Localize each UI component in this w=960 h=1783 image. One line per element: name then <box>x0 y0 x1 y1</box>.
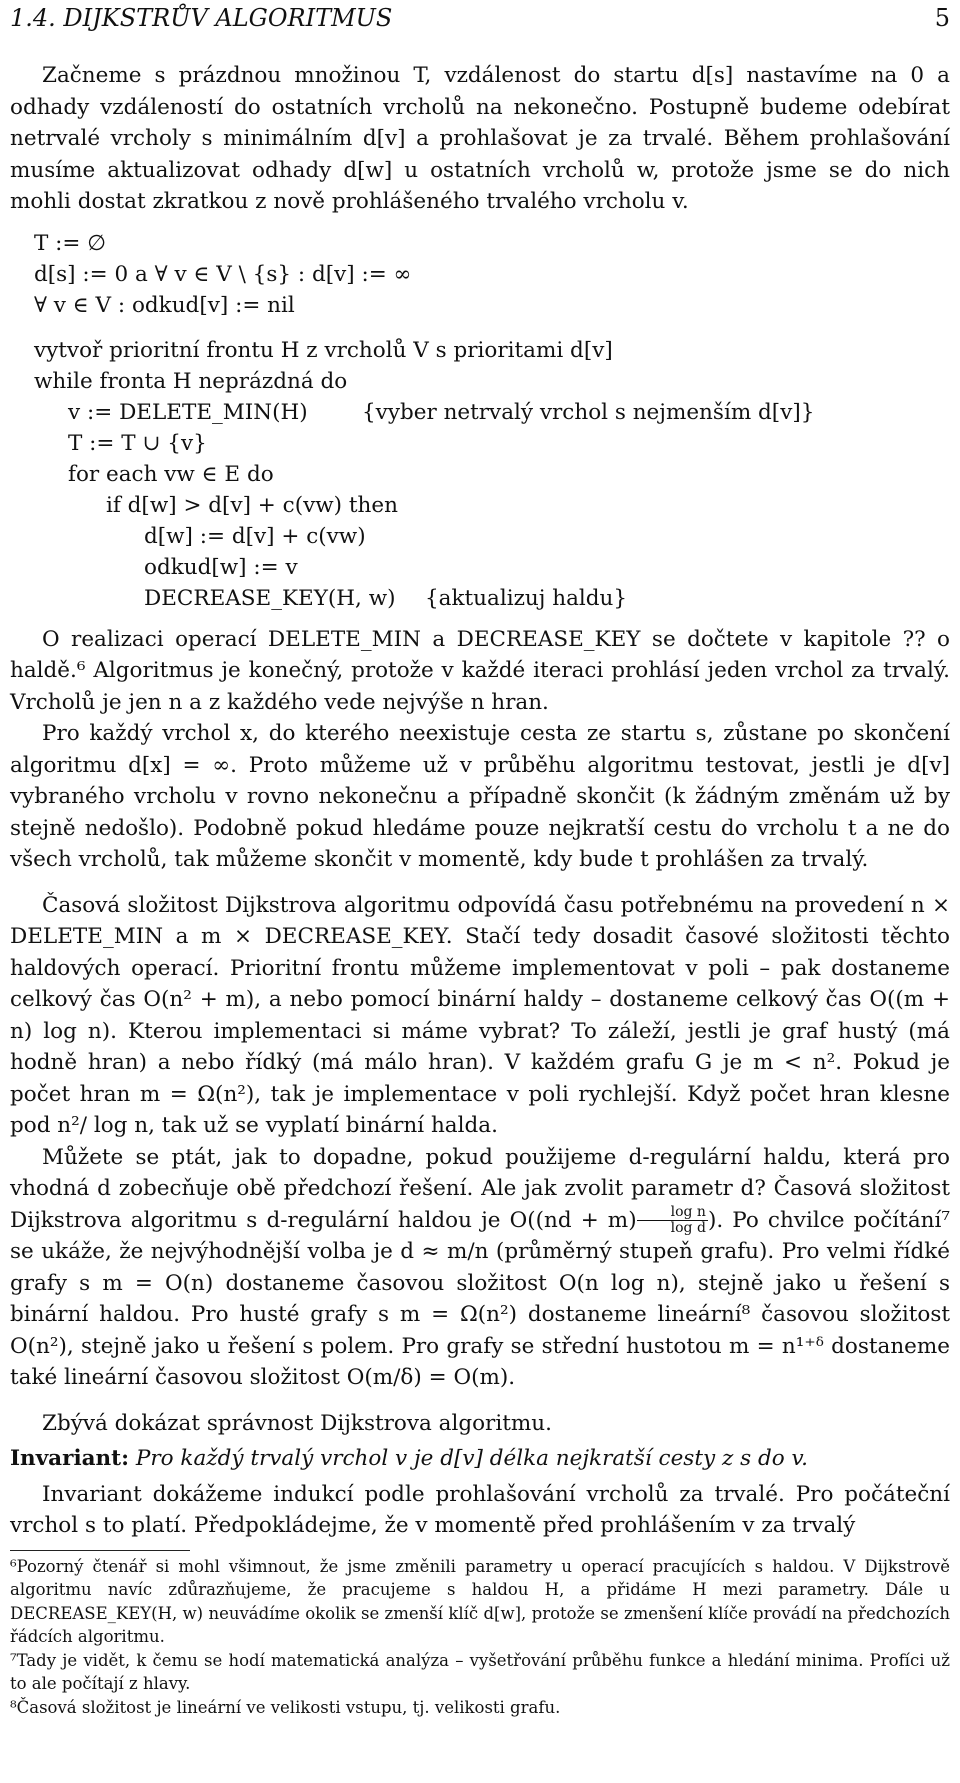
code-statement: DECREASE_KEY(H, w) <box>144 585 396 611</box>
paragraph-complexity: Časová složitost Dijkstrova algoritmu odpovídá času potřebnému na provedení n × DELETE_MIN a m × DECREASE_KEY. Stačí tedy dosadit časové složitosti těchto haldových operací. Prioritní frontu můžeme implementovat v poli – pak dostaneme celkový čas O(n² + m), a nebo pomocí binární haldy – dostaneme celkový čas O((m + n) log n). Kterou implementaci si máme vybrat? To záleží, jestli je graf hustý (má hodně hran) a nebo řídký (má málo hran). V každém grafu G je m < n². Pokud je počet hran m = Ω(n²), tak je implementace v poli rychlejší. Když počet hran klesne pod n²/ log n, tak už se vyplatí binární halda. <box>10 892 950 1138</box>
code-line <box>10 583 950 614</box>
paragraph-correctness: Zbývá dokázat správnost Dijkstrova algoritmu. <box>42 1410 552 1436</box>
paragraph-d-regular-heap <box>10 1142 950 1394</box>
footnote-8: ⁸Časová složitost je lineární ve velikosti vstupu, tj. velikosti grafu. <box>10 1697 561 1717</box>
page-number: 5 <box>934 4 950 32</box>
section-title: 1.4. DIJKSTRŮV ALGORITMUS <box>10 4 393 32</box>
invariant-statement <box>10 1443 950 1475</box>
code-line: ∀ v ∈ V : odkud[v] := nil <box>34 292 295 318</box>
footnote-7: ⁷Tady je vidět, k čemu se hodí matematická analýza – vyšetřování průběhu funkce a hledání minima. Profíci už to ale počítají z hlavy. <box>10 1650 950 1693</box>
paragraph-realization: O realizaci operací DELETE_MIN a DECREASE_KEY se dočtete v kapitole ?? o haldě.⁶ Algoritmus je konečný, protože v každé iteraci prohlásí jeden vrchol za trvalý. Vrcholů je jen n a z každého vede nejvýše n hran. <box>10 626 950 715</box>
text-run: Můžete se ptát, jak to dopadne, pokud použijeme d-regulární haldu, která pro vhodná d zobecňuje obě předchozí řešení. Ale jak zvolit parametr d? Časová složitost Dijkstrova algoritmu s d-regulární haldou je O((nd + m) <box>10 1144 950 1233</box>
footnote-rule <box>10 1550 190 1551</box>
intro-paragraph: Začneme s prázdnou množinou T, vzdálenost do startu d[s] nastavíme na 0 a odhady vzdáleností do ostatních vrcholů na nekonečno. Postupně budeme odebírat netrvalé vrcholy s minimálním d[v] a prohlašovat je za trvalé. Během prohlašování musíme aktualizovat odhady d[w] u ostatních vrcholů w, protože jsme se do nich mohli dostat zkratkou z nově prohlášeného trvalého vrcholu v. <box>10 63 950 214</box>
fraction-numerator: log n <box>637 1205 708 1221</box>
footnote-6: ⁶Pozorný čtenář si mohl všimnout, že jsme změnili parametry u operací pracujících s haldou. V Dijkstrově algoritmu navíc zdůrazňujeme, že pracujeme s haldou H, a přidáme H mezi parametry. Dále u DECREASE_KEY(H, w) neuvádíme okolik se zmenší klíč d[w], protože se zmenšení klíče provádí na předchozích řádcích algoritmu. <box>10 1556 950 1646</box>
running-header <box>10 4 950 32</box>
code-line: if d[w] > d[v] + c(vw) then <box>106 492 398 518</box>
paragraph-unreachable: Pro každý vrchol x, do kterého neexistuje cesta ze startu s, zůstane po skončení algoritmu d[x] = ∞. Proto můžeme už v průběhu algoritmu testovat, jestli je d[v] vybraného vrcholu v rovno nekonečnu a případně skončit (k žádným změnám už by stejně nedošlo). Podobně pokud hledáme pouze nejkratší cestu do vrcholu t a ne do všech vrcholů, tak můžeme skončit v momentě, kdy bude t prohlášen za trvalý. <box>10 721 950 872</box>
code-line: for each vw ∈ E do <box>68 461 274 487</box>
code-statement: v := DELETE_MIN(H) <box>68 399 308 425</box>
code-line: while fronta H neprázdná do <box>34 368 348 394</box>
code-comment: {vyber netrvalý vrchol s nejmenším d[v]} <box>362 399 815 425</box>
code-line <box>10 397 950 428</box>
fraction <box>637 1205 708 1236</box>
code-line: d[s] := 0 a ∀ v ∈ V \ {s} : d[v] := ∞ <box>34 261 412 287</box>
algorithm-pseudocode <box>10 228 950 614</box>
fraction-denominator: log d <box>670 1220 706 1236</box>
body-text <box>10 60 950 1719</box>
code-line: T := ∅ <box>34 230 106 256</box>
code-line: odkud[w] := v <box>144 554 298 580</box>
code-line: T := T ∪ {v} <box>68 430 207 456</box>
invariant-text: Pro každý trvalý vrchol v je d[v] délka nejkratší cesty z s do v. <box>135 1446 808 1471</box>
code-line: d[w] := d[v] + c(vw) <box>144 523 366 549</box>
text-run: ). Po chvilce počítání⁷ se ukáže, že nejvýhodnější volba je d ≈ m/n (průměrný stupeň grafu). Pro velmi řídké grafy s m = O(n) dostaneme časovou složitost O(n log n), stejně jako u řešení s binární haldou. Pro husté grafy s m = Ω(n²) dostaneme lineární⁸ časovou složitost O(n²), stejně jako u řešení s polem. Pro grafy se střední hustotou m = n¹⁺ᵟ dostaneme také lineární časovou složitost O(m/δ) = O(m). <box>10 1207 950 1390</box>
code-line: vytvoř prioritní frontu H z vrcholů V s prioritami d[v] <box>34 337 613 363</box>
paragraph-proof: Invariant dokážeme indukcí podle prohlašování vrcholů za trvalé. Pro počáteční vrchol s to platí. Předpokládejme, že v momentě před prohlášením v za trvalý <box>10 1481 950 1538</box>
code-comment: {aktualizuj haldu} <box>425 585 628 611</box>
invariant-label: Invariant: <box>10 1446 130 1471</box>
